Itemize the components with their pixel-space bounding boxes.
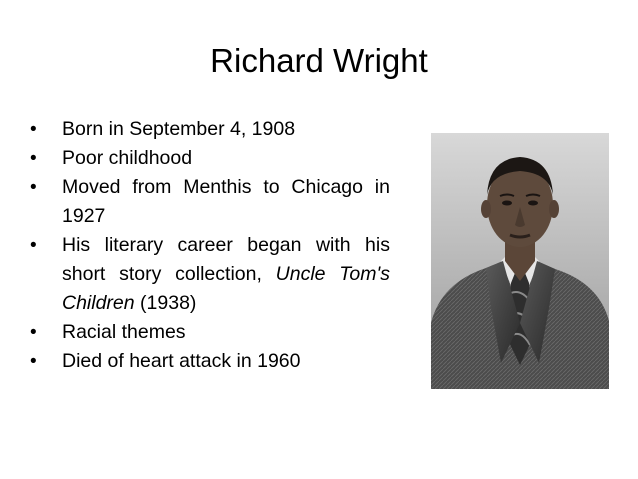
- bullet-text: Poor childhood: [62, 147, 193, 169]
- bullet-item: [30, 144, 390, 173]
- bullet-dot: •: [30, 235, 37, 256]
- bullet-dot: •: [30, 119, 37, 140]
- bullet-text-lead: His literary career began with his short story collection,: [62, 234, 390, 285]
- bullet-item: [30, 318, 390, 347]
- bullet-dot: •: [30, 148, 37, 169]
- bullet-text-tail: (1938): [134, 292, 197, 314]
- bullet-list: [30, 115, 390, 376]
- portrait-photo: [431, 133, 609, 389]
- bullet-dot: •: [30, 177, 37, 198]
- portrait-image: [431, 133, 609, 389]
- bullet-text: Racial themes: [62, 321, 186, 343]
- bullet-dot: •: [30, 322, 37, 343]
- book-title: Uncle Tom's Children: [62, 263, 390, 314]
- bullet-item: [30, 231, 390, 318]
- bullet-item: [30, 347, 390, 376]
- bullet-item: [30, 173, 390, 231]
- bullet-item: [30, 115, 390, 144]
- bullet-text: Died of heart attack in 1960: [62, 350, 301, 372]
- slide-title: Richard Wright: [210, 42, 428, 79]
- bullet-text: Moved from Menthis to Chicago in 1927: [62, 176, 390, 227]
- bullet-text: Born in September 4, 1908: [62, 118, 296, 140]
- bullet-dot: •: [30, 351, 37, 372]
